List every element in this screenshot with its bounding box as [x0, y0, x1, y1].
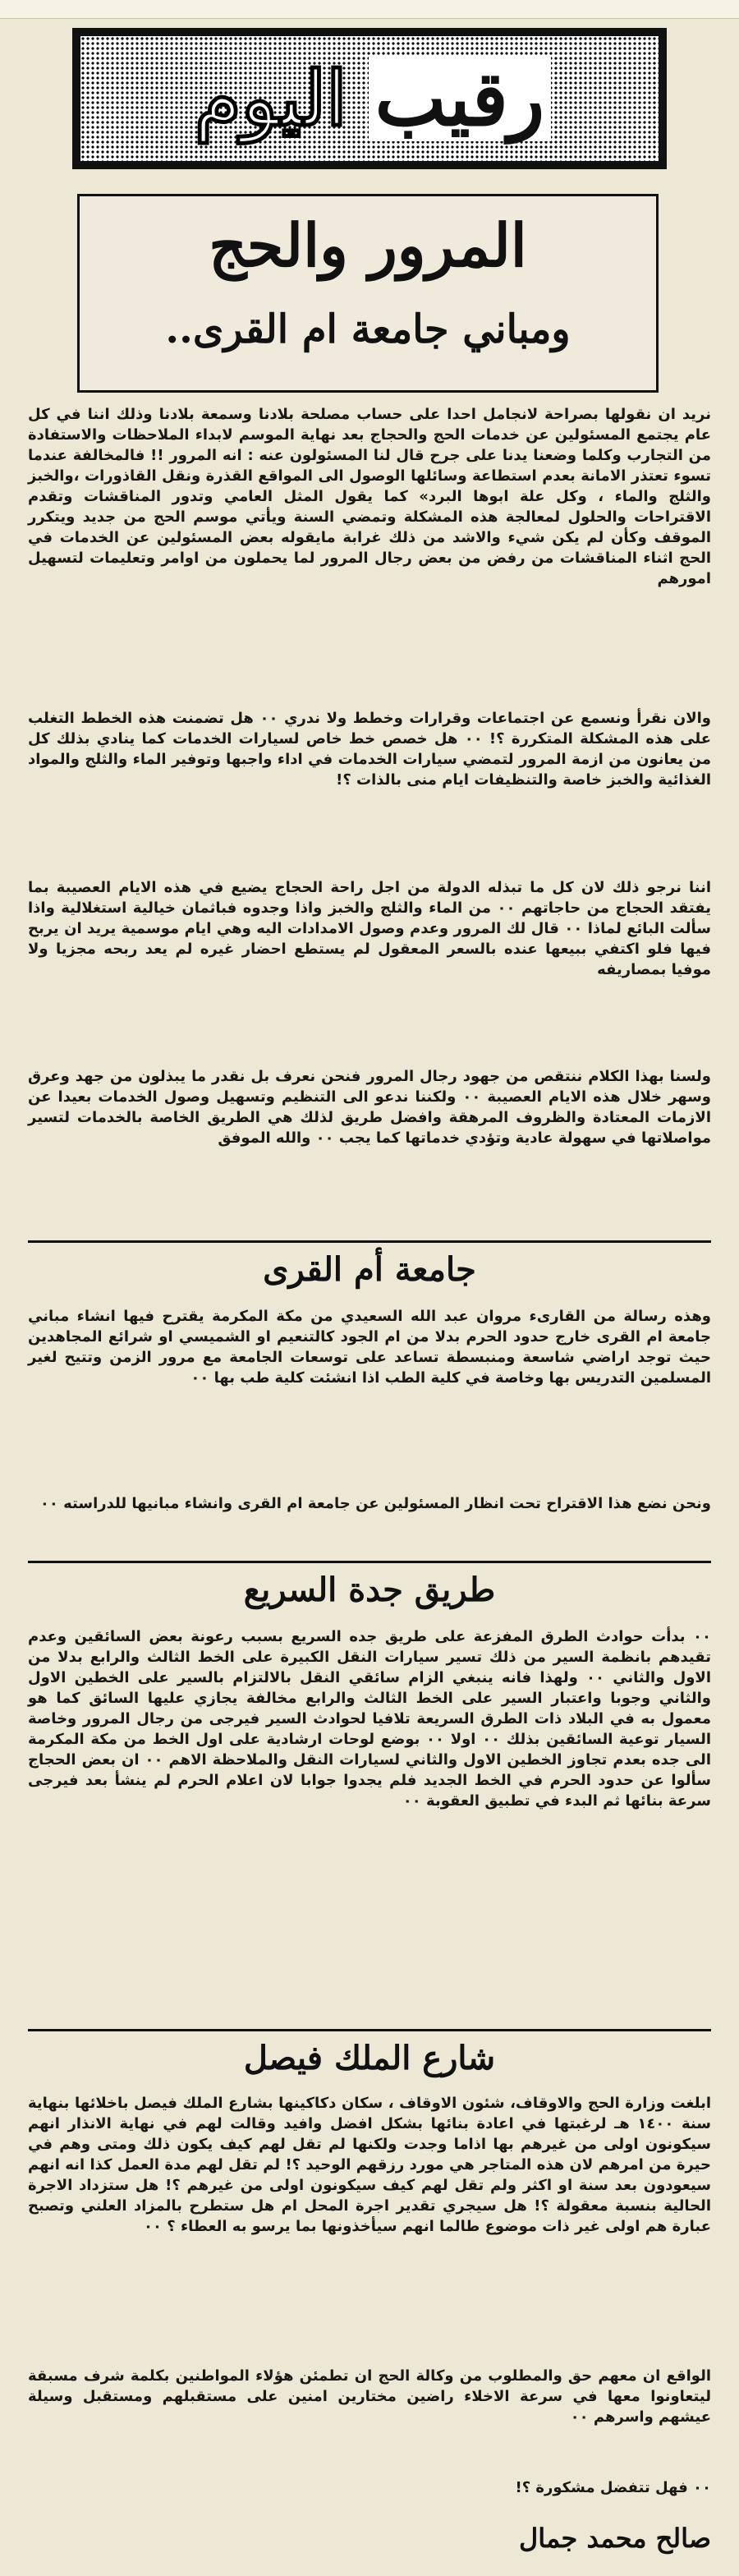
section-title-jeddah-road: طريق جدة السريع	[243, 1571, 496, 1609]
jeddah-paragraph-1: ٠٠ بدأت حوادث الطرق المفزعة على طريق جده السريع بسبب رعونة بعض السائقين وعدم تقيدهم بانظمة السير من ذلك تسير سيارات النقل الكبيرة على الخط الثالث والرابع بدلا من الاول والثاني ٠٠ ولهذا فانه ينبغي الزام سائقي النقل بالالتزام بالسير على الخطين الاول والثاني وجوبا واعتبار السير على الخط الثالث والرابع مخالفة يجازي عليها السائق كما هو معمول به في البلاد ذات الطرق السريعة تلافيا لحوادث السير فيرجى من رجال المرور وخاصة السيار توعية السائقين بذلك ٠٠ اولا ٠٠ بوضع لوحات ارشادية على اول الخط من مكة المكرمة الى جده بعدم تجاوز الخطين الاول والثاني لسيارات النقل والملاحظة الاهم ٠٠ ان بعض الحجاج سألوا عن حدود الحرم في الخط الجديد فلم يجدوا جوابا لان اعلام الحرم لم ينشأ بعد فيرجى سرعة بنائها ثم البدء في تطبيق العقوبة ٠٠	[28, 1628, 712, 1810]
masthead-word-today: اليوم	[194, 54, 347, 143]
section-title-university: جامعة أم القرى	[263, 1250, 476, 1289]
author-signature: صالح محمد جمال	[519, 2523, 711, 2554]
university-paragraph-2: ونحن نضع هذا الاقتراح تحت انظار المسئولين عن جامعة ام القرى وانشاء مبانيها للدراسته ٠٠	[39, 1495, 711, 1512]
headline-box	[77, 194, 659, 393]
section-divider	[28, 2029, 711, 2031]
faisal-paragraph-2: الواقع ان معهم حق والمطلوب من وكالة الحج ان تطمئن هؤلاء المواطنين بكلمة شرف مسبقة ليتعاونوا معها في سرعة الاخلاء راضين مختارين امنين على مستقبلهم ومستقبل وسيلة عيشهم واسرهم ٠٠	[28, 2367, 711, 2426]
faisal-paragraph-3: ٠٠ فهل تتفضل مشكورة ؟!	[515, 2479, 711, 2496]
main-paragraph-2: والان نقرأ ونسمع عن اجتماعات وقرارات وخطط ولا ندري ٠٠ هل تضمنت هذه الخطط التغلب على هذه المشكلة المتكررة ؟! ٠٠ هل خصص خط خاص لسيارات الخدمات كما ينادي بذلك كل من يعانون من ازمة المرور لتمضي سيارات الخدمات في اداء واجبها وتوفير الماء والثلج والمواد الغذائية والخبز خاصة والتنظيفات ايام منى بالذات ؟!	[28, 710, 711, 789]
university-paragraph-1: وهذه رسالة من القارىء مروان عبد الله السعيدي من مكة المكرمة يقترح فيها انشاء مباني جامعة ام القرى خارج حدود الحرم بدلا من ام الجود كالتنعيم او الشميسي او شرائع المجاهدين حيث توجد اراضي شاسعة ومنبسطة تساعد على توسعات الجامعة مع مرور الزمن وتتيح لغير المسلمين التدريس بها وخاصة في كلية الطب اذا انشئت كلية طب بها ٠٠	[28, 1308, 711, 1387]
masthead-word-raqib: رقيب	[369, 56, 552, 141]
section-title-king-faisal-street: شارع الملك فيصل	[243, 2039, 496, 2077]
headline: المرور والحج	[209, 210, 527, 280]
masthead-halftone	[80, 36, 659, 161]
faisal-paragraph-1: ابلغت وزارة الحج والاوقاف، شئون الاوقاف ، سكان دكاكينها بشارع الملك فيصل باخلائها بنهاية سنة ١٤٠٠ هـ لرغبتها في اعادة بنائها بشكل افضل وافيد وقالت لهم في نهاية الانذار انهم سيكونون اولى من غيرهم بها اذاما وجدت ولكنها لم تقل لهم كيف يكون ذلك ومتى وهم في حيرة من امرهم لان هذه المتاجر هي مورد رزقهم الوحيد ؟! لم تقل لهم مدة العمل كذا انه انهم سيعودون بعد سنة او اكثر ولم تقل لهم كيف سيكونون اولى من غيرهم ؟! هل ستزداد الاجرة الحالية بنسبة معقولة ؟! هل سيجري تقدير اجرة المحل ام هل ستطرح بالمزاد العلني وتصبح عبارة هم اولى غير ذات موضوع طالما انهم سيأخذونها بما يرسو به العطاء ؟ ٠٠	[28, 2095, 711, 2235]
section-divider	[28, 1561, 711, 1563]
top-strip	[0, 0, 739, 19]
subheadline: ومباني جامعة ام القرى..	[165, 306, 571, 352]
main-paragraph-4: ولسنا بهذا الكلام ننتقص من جهود رجال المرور فنحن نعرف بل نقدر ما يبذلون من جهد وعرق وسهر خلال هذه الايام العصيبة ٠٠ ولكننا ندعو الى التنظيم وتسهيل وصول الخدمات بعيدا عن الازمات المعتادة والظروف المرهقة وافضل طريق لذلك هي الطريق الخاصة بالخدمات لتسير مواصلاتها في سهولة عادية وتؤدي خدماتها كما يجب ٠٠ والله الموفق	[28, 1068, 711, 1147]
main-paragraph-3: اننا نرجو ذلك لان كل ما تبذله الدولة من اجل راحة الحجاج يضيع في هذه الايام العصيبة بما يفتقد الحجاج من حاجاتهم ٠٠ من الماء والثلج والخبز واذا وجدوه فباثمان خيالية استغلالية واذا سألت البائع لماذا ٠٠ قال لك المرور وعدم وصول الامدادات اليه وهي ايام موسمية يريد ان يربح فيها فلو اكتفي ببيعها عنده بالسعر المعقول لم يستطع احضار غيره لم يعد ربحه مجزيا ولا موفيا بمصاريفه	[28, 879, 712, 978]
column-masthead	[72, 28, 667, 169]
main-paragraph-1: نريد ان نقولها بصراحة لانجامل احدا على حساب مصلحة بلادنا وسمعة بلادنا وذلك اننا في كل عام يجتمع المسئولين عن خدمات الحج والحجاج بعد نهاية الموسم لابداء الملاحظات والاستفادة من التجارب وكلما وضعنا يدنا على جرح قال لنا المسئولون عنه : انه المرور !! فالمخالفة عندما تسوء تعتذر الامانة بعدم استطاعة وسائلها الوصول الى المواقع القذرة ونقل القاذورات ،والخبز والثلج والماء ، وكل علة ابوها البرد» كما يقول المثل العامي وتدور المناقشات وتقدم الاقتراحات والحلول لمعالجة هذه المشكلة وتمضي السنة ويأتي موسم الحج من جديد ويتكرر الموقف وكأن لم يكن شيء والاشد من ذلك غرابة مايقوله بعض المسئولين عن الخدمات في الحج اثناء المناقشات من رفض من بعض رجال المرور لما يحملون من اوامر وتعليمات لتسهيل امورهم	[28, 406, 711, 587]
section-divider	[28, 1240, 711, 1243]
